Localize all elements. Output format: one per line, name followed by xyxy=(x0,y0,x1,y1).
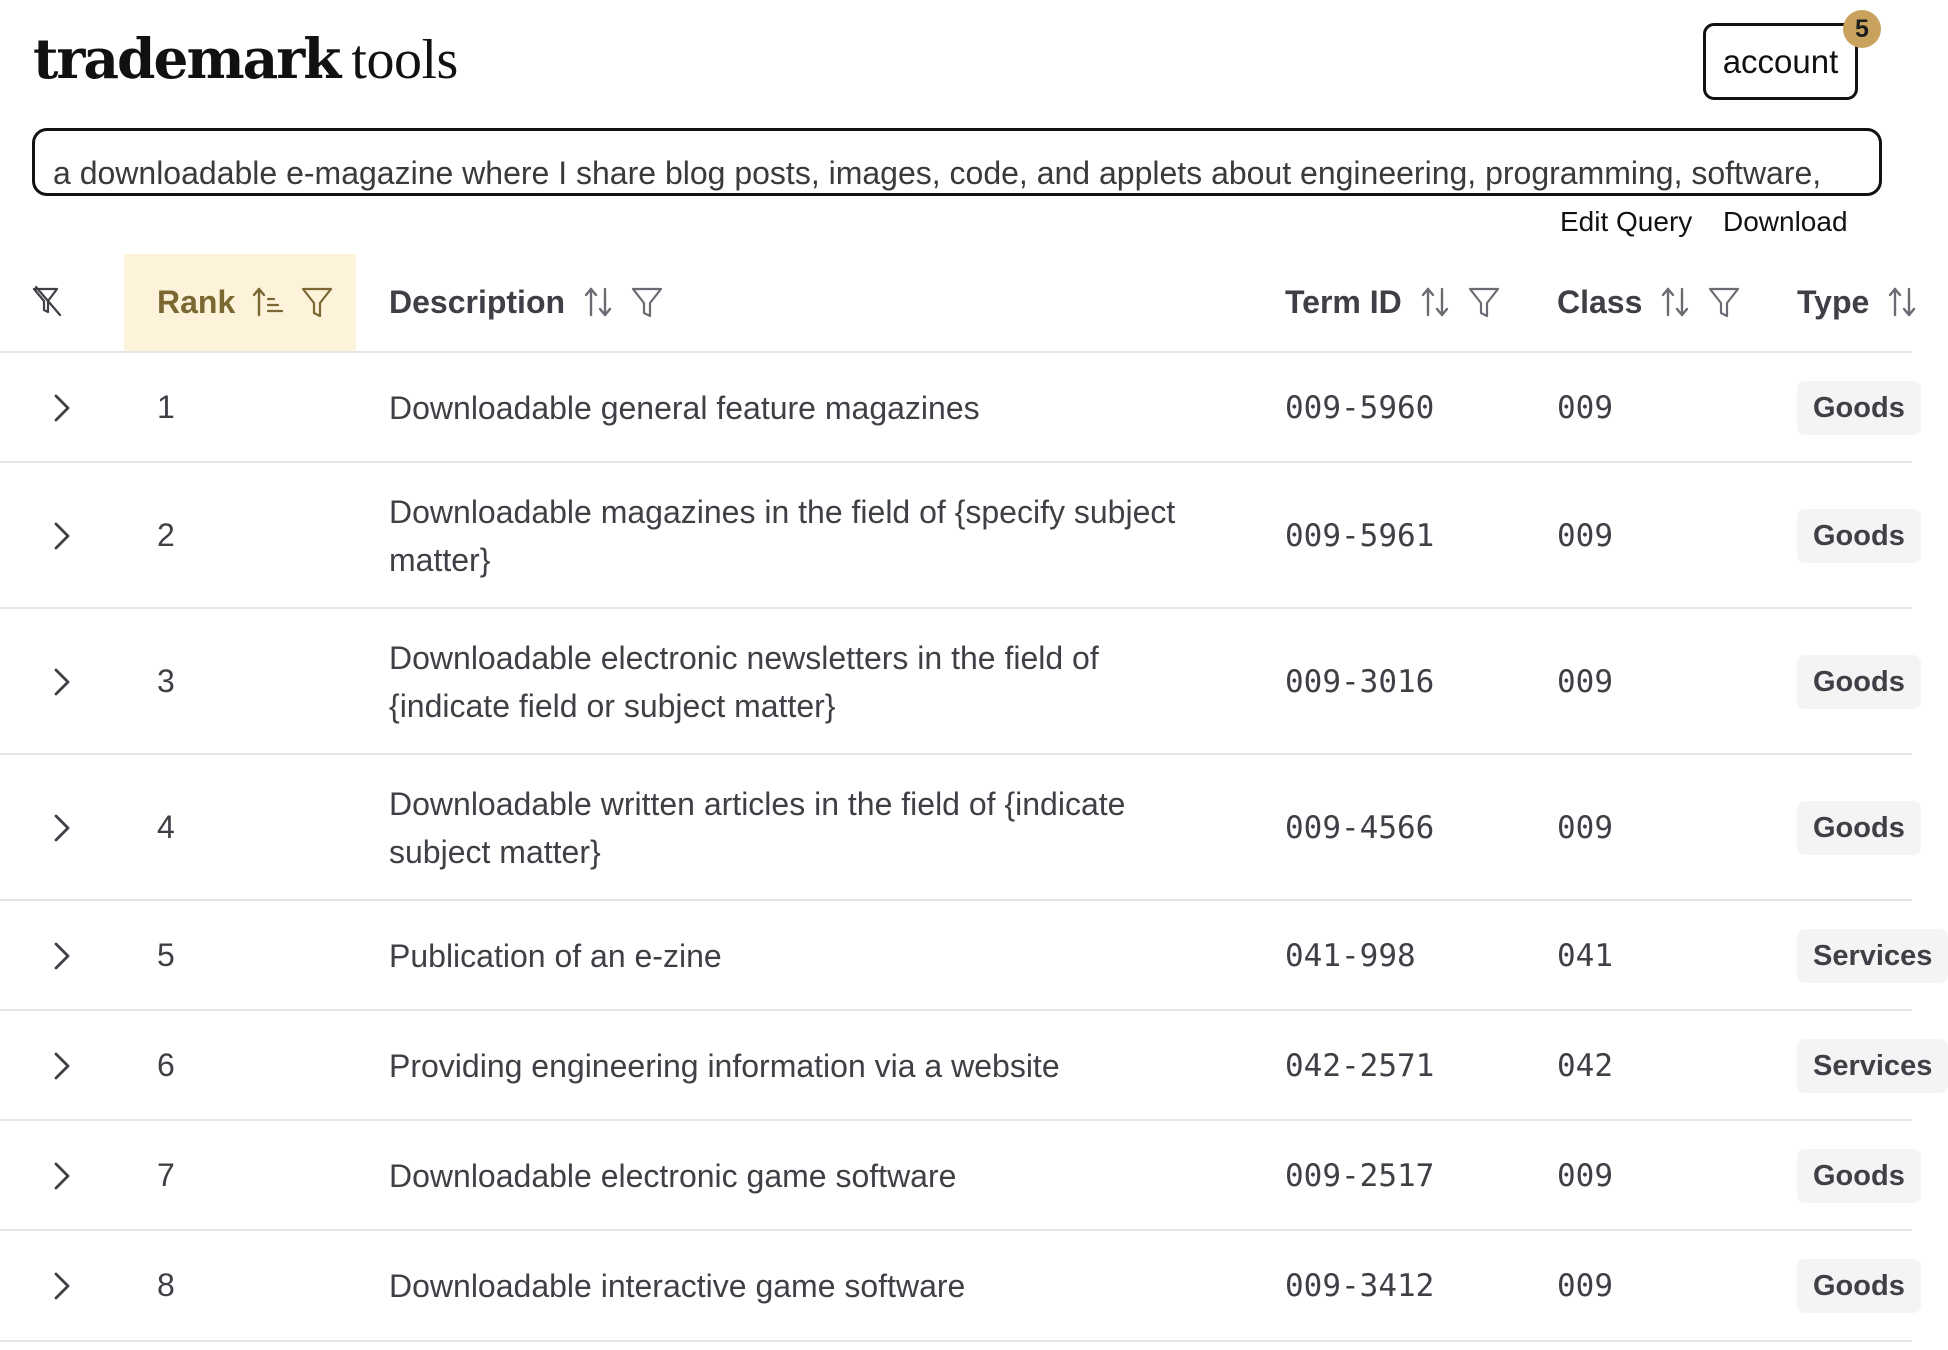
column-header-term-id-label: Term ID xyxy=(1285,283,1402,320)
row-class: 009 xyxy=(1557,664,1613,700)
table-header xyxy=(0,254,1912,351)
sort-ascending-icon[interactable] xyxy=(251,284,285,320)
column-header-description[interactable] xyxy=(389,282,665,322)
column-header-type[interactable] xyxy=(1797,282,1933,322)
row-term-id: 009-4566 xyxy=(1285,810,1435,846)
chevron-right-icon[interactable] xyxy=(50,391,74,425)
edit-query-button[interactable]: Edit Query xyxy=(1560,206,1693,237)
row-term-id: 009-2517 xyxy=(1285,1158,1435,1194)
table-row[interactable] xyxy=(0,1229,1912,1341)
notification-badge: 5 xyxy=(1843,10,1881,48)
filter-icon[interactable] xyxy=(299,284,335,320)
query-text: a downloadable e-magazine where I share blog posts, images, code, and applets about engineering, programming, software, xyxy=(53,155,1822,191)
row-description: Downloadable magazines in the field of {specify subject matter} xyxy=(389,494,1176,578)
row-type-badge: Goods xyxy=(1797,655,1921,709)
row-rank: 3 xyxy=(157,663,175,699)
table-row[interactable] xyxy=(0,351,1912,463)
column-header-term-id[interactable] xyxy=(1285,282,1502,322)
filter-icon[interactable] xyxy=(1466,284,1502,320)
chevron-right-icon[interactable] xyxy=(50,1159,74,1193)
row-description: Downloadable written articles in the field of {indicate subject matter} xyxy=(389,786,1126,870)
column-header-rank[interactable] xyxy=(157,282,335,322)
row-term-id: 041-998 xyxy=(1285,938,1416,974)
chevron-right-icon[interactable] xyxy=(50,1049,74,1083)
row-term-id: 009-3412 xyxy=(1285,1268,1435,1304)
filter-icon[interactable] xyxy=(629,284,665,320)
row-rank: 1 xyxy=(157,389,175,425)
row-description: Downloadable electronic newsletters in the field of {indicate field or subject matter} xyxy=(389,640,1099,724)
table-row[interactable] xyxy=(0,1009,1933,1121)
table-row[interactable] xyxy=(0,1119,1912,1231)
table-row[interactable] xyxy=(0,461,1912,609)
row-description: Downloadable general feature magazines xyxy=(389,390,980,426)
row-rank: 7 xyxy=(157,1157,175,1193)
column-header-class[interactable] xyxy=(1557,282,1742,322)
row-description: Downloadable interactive game software xyxy=(389,1268,966,1304)
clear-filters-icon[interactable] xyxy=(30,284,64,318)
brand-name-light: tools xyxy=(351,29,458,91)
chevron-right-icon[interactable] xyxy=(50,519,74,553)
table-row[interactable] xyxy=(0,899,1933,1011)
row-term-id: 009-5961 xyxy=(1285,518,1435,554)
row-type-badge: Goods xyxy=(1797,1149,1921,1203)
column-header-type-label: Type xyxy=(1797,283,1870,320)
download-button[interactable]: Download xyxy=(1723,206,1848,237)
row-description: Downloadable electronic game software xyxy=(389,1158,957,1194)
row-class: 009 xyxy=(1557,1158,1613,1194)
chevron-right-icon[interactable] xyxy=(50,811,74,845)
row-type-badge: Goods xyxy=(1797,801,1921,855)
row-class: 009 xyxy=(1557,390,1613,426)
row-class: 041 xyxy=(1557,938,1613,974)
chevron-right-icon[interactable] xyxy=(50,1269,74,1303)
row-term-id: 042-2571 xyxy=(1285,1048,1435,1084)
row-class: 009 xyxy=(1557,518,1613,554)
row-rank: 5 xyxy=(157,937,175,973)
sort-icon[interactable] xyxy=(1885,284,1919,320)
chevron-right-icon[interactable] xyxy=(50,939,74,973)
row-type-badge: Services xyxy=(1797,929,1948,983)
chevron-right-icon[interactable] xyxy=(50,665,74,699)
table-bottom-divider xyxy=(0,1340,1912,1342)
row-description: Providing engineering information via a website xyxy=(389,1048,1060,1084)
row-class: 009 xyxy=(1557,1268,1613,1304)
row-type-badge: Services xyxy=(1797,1039,1948,1093)
row-term-id: 009-3016 xyxy=(1285,664,1435,700)
query-box[interactable] xyxy=(32,128,1882,196)
table-row[interactable] xyxy=(0,607,1912,755)
row-term-id: 009-5960 xyxy=(1285,390,1435,426)
table-row[interactable] xyxy=(0,753,1912,901)
account-button[interactable]: account xyxy=(1703,23,1858,100)
row-type-badge: Goods xyxy=(1797,1259,1921,1313)
row-rank: 8 xyxy=(157,1267,175,1303)
row-class: 042 xyxy=(1557,1048,1613,1084)
row-class: 009 xyxy=(1557,810,1613,846)
column-header-class-label: Class xyxy=(1557,283,1643,320)
brand-logo[interactable] xyxy=(33,26,458,96)
column-header-description-label: Description xyxy=(389,283,566,320)
row-description: Publication of an e-zine xyxy=(389,938,722,974)
sort-icon[interactable] xyxy=(581,284,615,320)
row-rank: 4 xyxy=(157,809,175,845)
filter-icon[interactable] xyxy=(1706,284,1742,320)
sort-icon[interactable] xyxy=(1418,284,1452,320)
row-rank: 2 xyxy=(157,517,175,553)
brand-name-bold: trademark xyxy=(33,26,340,91)
row-type-badge: Goods xyxy=(1797,509,1921,563)
row-rank: 6 xyxy=(157,1047,175,1083)
sort-icon[interactable] xyxy=(1658,284,1692,320)
column-header-rank-label: Rank xyxy=(157,283,236,320)
row-type-badge: Goods xyxy=(1797,381,1921,435)
